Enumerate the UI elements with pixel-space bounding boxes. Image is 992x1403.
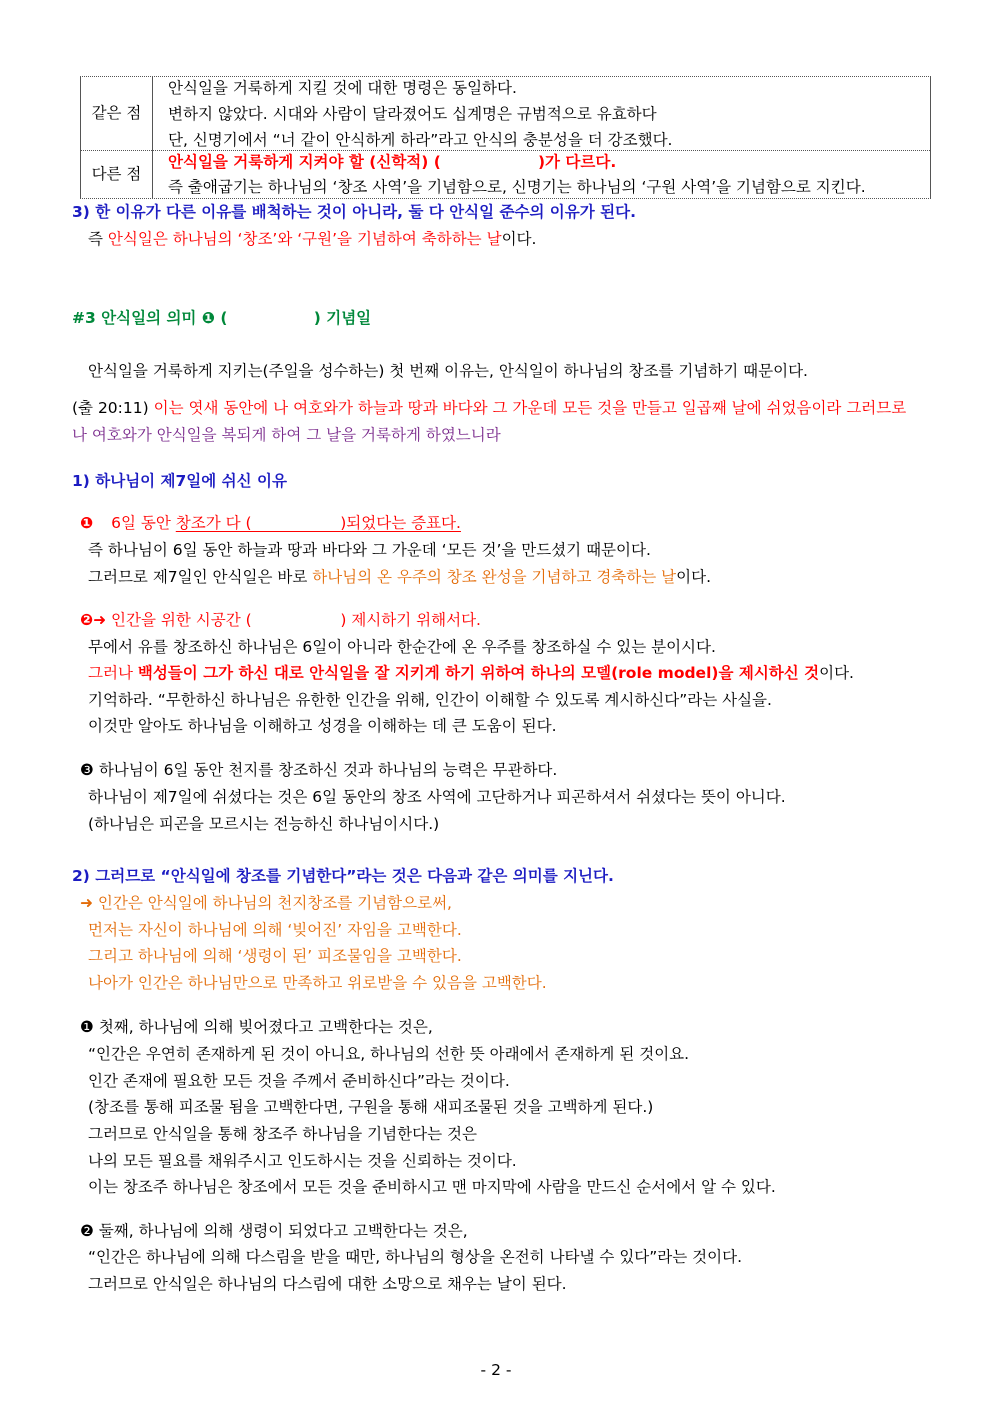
confession-1-line: 그러므로 안식일을 통해 창조주 하나님을 기념한다는 것은 xyxy=(88,1125,477,1143)
reason-2-line: 무에서 유를 창조하신 하나님은 6일이 아니라 한순간에 온 우주를 창조하실 수 있는 분이시다. xyxy=(88,638,716,656)
scripture-reference: (출 20:11) xyxy=(72,399,154,417)
confession-2-text: 둘째, 하나님에 의해 생령이 되었다고 고백한다는 것은, xyxy=(93,1222,468,1240)
scripture-line xyxy=(72,395,906,421)
reason-1-line xyxy=(88,564,711,590)
different-line: 즉 출애굽기는 하나님의 ‘창조 사역’을 기념함으로, 신명기는 하나님의 ‘구원 사역’을 기념함으로 지킨다. xyxy=(168,178,866,196)
confession-1-text: 첫째, 하나님에 의해 빚어졌다고 고백한다는 것은, xyxy=(93,1018,433,1036)
line-highlight: 하나님의 온 우주의 창조 완성을 기념하고 경축하는 날 xyxy=(312,568,677,586)
confession-2-line: “인간은 하나님에 의해 다스림을 받을 때만, 하나님의 형상을 온전히 나타낼 수 있다”라는 것이다. xyxy=(88,1248,743,1266)
reason-3-title xyxy=(80,757,557,783)
meaning-line: 먼저는 자신이 하나님에 의해 ‘빚어진’ 자임을 고백한다. xyxy=(88,921,462,939)
meaning-heading: 2) 그러므로 “안식일에 창조를 기념한다”라는 것은 다음과 같은 의미를 지닌다. xyxy=(72,867,614,885)
number-1-icon: ❶ xyxy=(80,514,94,532)
scripture-line: 나 여호와가 안식일을 복되게 하여 그 날을 거룩하게 하였느니라 xyxy=(72,426,501,444)
line-prefix: 그러나 xyxy=(88,664,138,682)
point-3-summary xyxy=(88,226,536,252)
confession-1-line: 인간 존재에 필요한 모든 것을 주께서 준비하신다”라는 것이다. xyxy=(88,1072,510,1090)
reason-3-line: 하나님이 제7일에 쉬셨다는 것은 6일 동안의 창조 사역에 고단하거나 피곤하셔서 쉬셨다는 뜻이 아니다. xyxy=(88,788,786,806)
table-column-divider xyxy=(152,77,153,198)
number-3-icon: ❸ xyxy=(80,761,94,779)
number-1-icon: ❶ xyxy=(80,1018,94,1036)
same-line: 안식일을 거룩하게 지킬 것에 대한 명령은 동일하다. xyxy=(168,79,517,97)
same-line: 단, 신명기에서 “너 같이 안식하게 하라”라고 안식의 충분성을 더 강조했다. xyxy=(168,131,673,149)
meaning-text: 인간은 안식일에 하나님의 천지창조를 기념함으로써, xyxy=(93,894,452,912)
summary-suffix: 이다. xyxy=(501,230,537,248)
meaning-line: 그리고 하나님에 의해 ‘생령이 된’ 피조물임을 고백한다. xyxy=(88,947,462,965)
reason-1-line: 즉 하나님이 6일 동안 하늘과 땅과 바다와 그 가운데 ‘모든 것’을 만드셨기 때문이다. xyxy=(88,541,651,559)
confession-1-line: (창조를 통해 피조물 됨을 고백한다면, 구원을 통해 새피조물된 것을 고백하게 된다.) xyxy=(88,1098,654,1116)
different-line-highlight: 안식일을 거룩하게 지켜야 할 (신학적) ( )가 다르다. xyxy=(168,153,617,171)
reason-1-lead: 6일 동안 xyxy=(111,514,176,532)
reason-1-underlined: 창조가 다 ( )되었다는 증표다. xyxy=(175,514,461,532)
line-prefix: 그러므로 제7일인 안식일은 바로 xyxy=(88,568,313,586)
reason-2-text: 인간을 위한 시공간 ( ) 제시하기 위해서다. xyxy=(106,611,481,629)
reason-2-line: 이것만 알아도 하나님을 이해하고 성경을 이해하는 데 큰 도움이 된다. xyxy=(88,717,557,735)
number-2-icon: ❷ xyxy=(80,611,94,629)
reason-1-title xyxy=(80,510,461,536)
number-2-icon: ❷ xyxy=(80,1222,94,1240)
scripture-text: 이는 엿새 동안에 나 여호와가 하늘과 땅과 바다와 그 가운데 모든 것을 만들고 일곱째 날에 쉬었음이라 그러므로 xyxy=(153,399,907,417)
reason-2-title xyxy=(80,607,481,633)
confession-1-line: 나의 모든 필요를 채워주시고 인도하시는 것을 신뢰하는 것이다. xyxy=(88,1152,517,1170)
meaning-line: 나아가 인간은 하나님만으로 만족하고 위로받을 수 있음을 고백한다. xyxy=(88,974,547,992)
point-3-heading: 3) 한 이유가 다른 이유를 배척하는 것이 아니라, 둘 다 안식일 준수의 이유가 된다. xyxy=(72,203,636,221)
section-heading: #3 안식일의 의미 ❶ ( ) 기념일 xyxy=(72,309,372,327)
confession-1-line: 이는 창조주 하나님은 창조에서 모든 것을 준비하시고 맨 마지막에 사람을 만드신 순서에서 알 수 있다. xyxy=(88,1178,776,1196)
reason-3-text: 하나님이 6일 동안 천지를 창조하신 것과 하나님의 능력은 무관하다. xyxy=(93,761,558,779)
summary-prefix: 즉 xyxy=(88,230,108,248)
confession-1-line: “인간은 우연히 존재하게 된 것이 아니요, 하나님의 선한 뜻 아래에서 존재하게 된 것이요. xyxy=(88,1045,690,1063)
line-suffix: 이다. xyxy=(676,568,712,586)
arrow-right-icon: ➜ xyxy=(93,611,107,629)
confession-2-line: 그러므로 안식일은 하나님의 다스림에 대한 소망으로 채우는 날이 된다. xyxy=(88,1275,567,1293)
row-label-same: 같은 점 xyxy=(91,104,142,122)
reason-2-line: 기억하라. “무한하신 하나님은 유한한 인간을 위해, 인간이 이해할 수 있도록 계시하신다”라는 사실을. xyxy=(88,691,772,709)
reason-2-line xyxy=(88,660,854,686)
arrow-right-icon: ➜ xyxy=(80,894,93,912)
confession-1-title xyxy=(80,1014,433,1040)
row-label-different: 다른 점 xyxy=(91,165,142,183)
line-suffix: 이다. xyxy=(819,664,854,682)
summary-highlight: 안식일은 하나님의 ‘창조’와 ‘구원’을 기념하여 축하하는 날 xyxy=(107,230,502,248)
line-highlight: 백성들이 그가 하신 대로 안식일을 잘 지키게 하기 위하여 하나의 모델(role model)을 제시하신 것 xyxy=(137,664,820,682)
meaning-line xyxy=(80,890,452,916)
page-number: - 2 - xyxy=(480,1361,512,1379)
section-intro: 안식일을 거룩하게 지키는(주일을 성수하는) 첫 번째 이유는, 안식일이 하나님의 창조를 기념하기 때문이다. xyxy=(88,362,808,380)
reason-3-line: (하나님은 피곤을 모르시는 전능하신 하나님이시다.) xyxy=(88,815,440,833)
reasons-heading: 1) 하나님이 제7일에 쉬신 이유 xyxy=(72,472,287,490)
confession-2-title xyxy=(80,1218,468,1244)
same-line: 변하지 않았다. 시대와 사람이 달라졌어도 십계명은 규범적으로 유효하다 xyxy=(168,105,657,123)
